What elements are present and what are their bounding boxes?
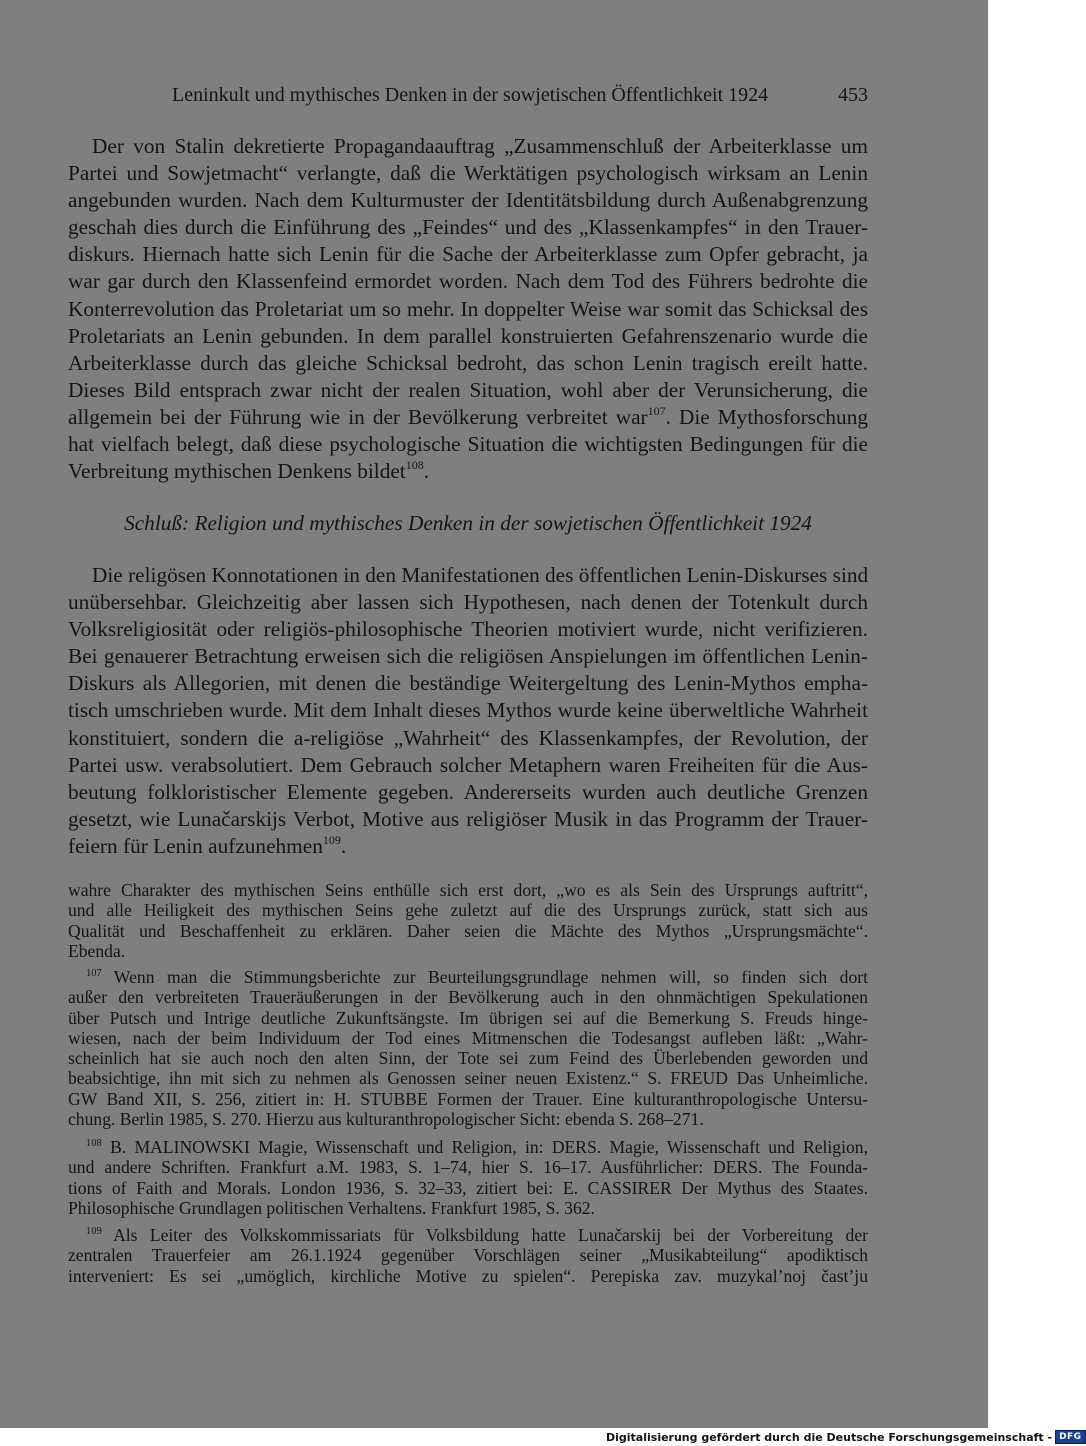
text-line: hat vielfach belegt, daß diese psychologische Situation die wichtigsten Bedingungen für die	[68, 432, 868, 457]
footnote-line: interveniert: Es sei „umöglich, kirchliche Motive zu spielen“. Perepiska zav. muzykal’noj čast’ju	[68, 1265, 868, 1286]
text-line: Dieses Bild entsprach zwar nicht der realen Situation, wohl aber der Verunsicherung, die	[68, 377, 868, 402]
body-paragraph-2	[68, 562, 868, 860]
footnote-107	[68, 967, 868, 1129]
text-line: beutung folkloristischer Elemente gegeben. Andererseits wurden auch deutliche Grenzen	[68, 779, 868, 804]
footnote-line: beabsichtige, ihn mit sich zu nehmen als Genossen seiner neuen Existenz.“ S. FREUD Das Unheimliche.	[68, 1068, 868, 1089]
text-line: Arbeiterklasse durch das gleiche Schicksal bedroht, das schon Lenin tragisch ereilt hatte.	[68, 350, 868, 375]
text-line: Partei und Sowjetmacht“ verlangte, daß die Werktätigen psychologisch wirksam an Lenin	[68, 161, 868, 186]
text-line: Der von Stalin dekretierte Propagandaauftrag „Zusammenschluß der Arbeiterklasse um	[92, 134, 868, 158]
footnote-line: $^{107}$ Wenn man die Stimmungsberichte zur Beurteilungsgrundlage nehmen will, so finden sich dort	[86, 967, 868, 987]
footnote-line: über Putsch und Intrige deutliche Zukunftsängste. Im übrigen sei auf die Bemerkung S. Freuds hinge-	[68, 1007, 868, 1028]
footnote-number: 108	[86, 1138, 102, 1149]
footnote-line: wiesen, nach der beim Individuum der Tod eines Mitmenschen die Todesangst aufleben läßt: „Wahr-	[68, 1027, 868, 1048]
footnote-line: $^{109}$ Als Leiter des Volkskommissariats für Volksbildung hatte Lunačarskij bei der Vorbereitung der	[86, 1225, 868, 1245]
footnote-line: Qualität und Beschaffenheit zu erklären. Daher seien die Mächte des Mythos „Ursprungsmächte“.	[68, 920, 868, 941]
footnote-line: tions of Faith and Morals. London 1936, S. 32–33, zitiert bei: E. CASSIRER Der Mythus des Staates.	[68, 1177, 868, 1198]
footnote-number: 109	[86, 1226, 102, 1237]
footnote-ref-108: 108	[405, 458, 424, 473]
section-heading: Schluß: Religion und mythisches Denken in der sowjetischen Öffentlichkeit 1924	[124, 511, 812, 535]
text-line: angebunden wurden. Nach dem Kulturmuster der Identitätsbildung durch Außenabgrenzung	[68, 188, 868, 213]
footnote-line: wahre Charakter des mythischen Seins enthülle sich erst dort, „wo es als Sein des Ursprungs auftritt“,	[68, 880, 868, 900]
footnote-line: außer den verbreiteten Traueräußerungen in der Bevölkerung auch in den ohnmächtigen Spekulationen	[68, 987, 868, 1008]
text-line: geschah dies durch die Einführung des „Feindes“ und des „Klassenkampfes“ in den Trauer-	[68, 215, 868, 240]
text-line: Volksreligiosität oder religiös-philosophische Theorien motiviert wurde, nicht verifizieren.	[68, 617, 868, 642]
footnote-line: Ebenda.	[68, 940, 126, 961]
footnote-line: und alle Heiligkeit des mythischen Seins gehe zuletzt auf die des Ursprungs zurück, statt sich aus	[68, 900, 868, 921]
footnote-continuation	[68, 880, 868, 961]
text-line: Bei genauerer Betrachtung erweisen sich die religiösen Anspielungen im öffentlichen Lenin-	[68, 644, 868, 669]
text-line: konstituiert, sondern die a-religiöse „Wahrheit“ des Klassenkampfes, der Revolution, der	[68, 725, 868, 750]
footnote-109	[68, 1225, 868, 1286]
text-line: Diskurs als Allegorien, mit denen die beständige Weitergeltung des Lenin-Mythos empha-	[68, 671, 868, 696]
text-line: war gar durch den Klassenfeind ermordet worden. Nach dem Tod des Führers bedrohte die	[68, 269, 868, 294]
footnote-ref-107: 107	[647, 403, 666, 418]
footnote-number: 107	[86, 968, 102, 979]
footnote-line: scheinlich hat sie auch noch den alten Sinn, der Tote sei zum Feind des Überlebenden geworden und	[68, 1048, 868, 1069]
text-line: Partei usw. verabsolutiert. Dem Gebrauch solcher Metaphern waren Freiheiten für die Aus-	[68, 752, 868, 777]
page-number: 453	[838, 84, 868, 106]
text-line: Konterrevolution das Proletariat um so mehr. In doppelter Weise war somit das Schicksal des	[68, 296, 868, 321]
text-line: Die religösen Konnotationen in den Manifestationen des öffentlichen Lenin-Diskurses sind	[92, 563, 869, 587]
body-paragraph-1	[68, 133, 868, 485]
text-line: tisch umschrieben wurde. Mit dem Inhalt dieses Mythos wurde keine überweltliche Wahrheit	[68, 698, 868, 723]
footnote-ref-109: 109	[322, 832, 341, 847]
dfg-logo-icon: DFG	[1055, 1430, 1086, 1444]
text-line: feiern für Lenin aufzunehmen$^{109}$.	[68, 832, 347, 858]
footnote-line: $^{108}$ B. MALINOWSKI Magie, Wissenschaft und Religion, in: DERS. Magie, Wissenschaft und Religion,	[86, 1137, 868, 1157]
running-header	[68, 84, 868, 112]
text-line: allgemein bei der Führung wie in der Bevölkerung verbreitet war$^{107}$. Die Mythosforschung	[68, 403, 869, 429]
text-line: gesetzt, wie Lunačarskijs Verbot, Motive aus religiöser Musik in das Programm der Trauer-	[68, 806, 868, 831]
credit-text: Digitalisierung gefördert durch die Deutsche Forschungsgemeinschaft -	[606, 1430, 1053, 1444]
text-line: Verbreitung mythischen Denkens bildet$^{108}$.	[68, 458, 430, 484]
footnote-line: und andere Schriften. Frankfurt a.M. 1983, S. 1–74, hier S. 16–17. Ausführlicher: DERS. The Founda-	[68, 1157, 868, 1178]
text-line: Proletariats an Lenin gebunden. In dem parallel konstruierten Gefahrenszenario wurde die	[68, 323, 868, 348]
footnote-line: chung. Berlin 1985, S. 270. Hierzu aus kulturanthropologischer Sicht: ebenda S. 268–271.	[68, 1109, 704, 1130]
running-title: Leninkult und mythisches Denken in der sowjetischen Öffentlichkeit 1924	[172, 84, 769, 106]
footnote-line: GW Band XII, S. 256, zitiert in: H. STUBBE Formen der Trauer. Eine kulturanthropologische Untersu-	[68, 1088, 868, 1109]
footnote-108	[68, 1137, 868, 1218]
text-line: diskurs. Hiernach hatte sich Lenin für die Sache der Arbeiterklasse zum Opfer gebracht, ja	[68, 242, 868, 267]
text-line: unübersehbar. Gleichzeitig aber lassen sich Hypothesen, nach denen der Totenkult durch	[68, 590, 868, 615]
footnote-line: zentralen Trauerfeier am 26.1.1924 gegenüber Vorschlägen seiner „Musikabteilung“ apodiktisch	[68, 1245, 868, 1266]
digitization-credit	[606, 1428, 1082, 1446]
footnote-line: Philosophische Grundlagen politischen Verhaltens. Frankfurt 1985, S. 362.	[68, 1197, 595, 1218]
